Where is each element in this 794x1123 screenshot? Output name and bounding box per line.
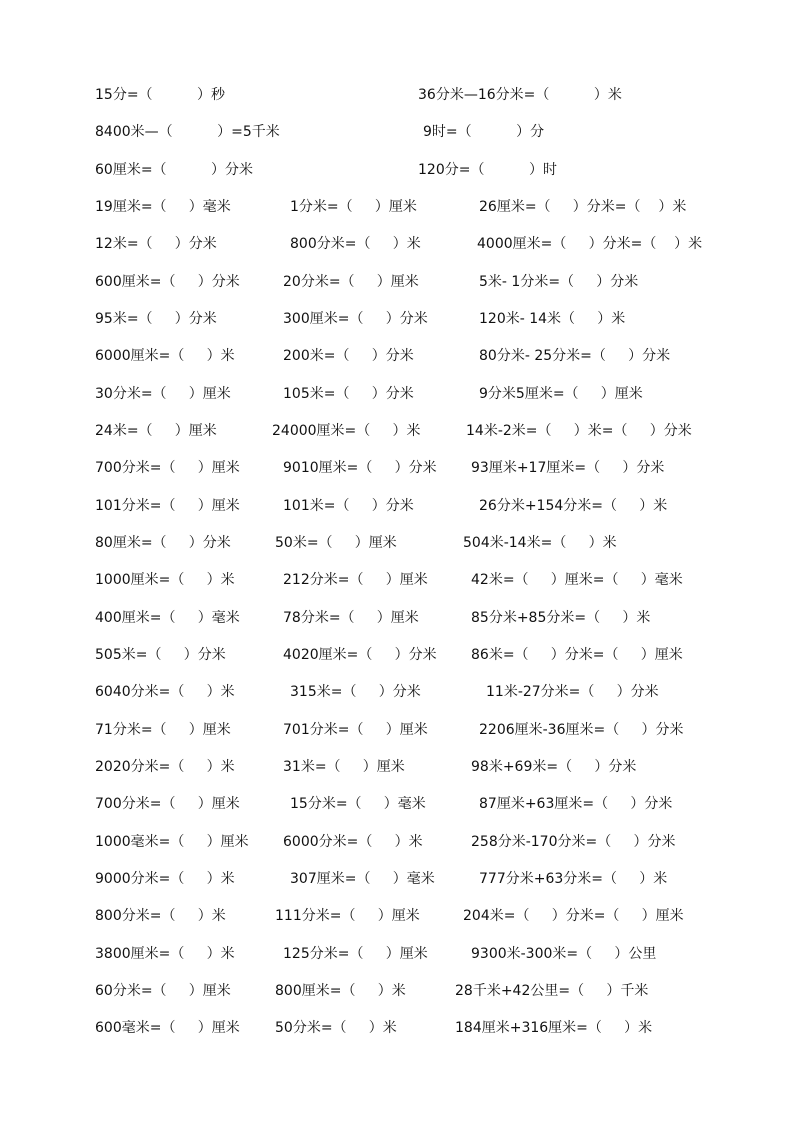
exercise-item: 50米=（ ）厘米 bbox=[275, 535, 397, 551]
exercise-item: 12米=（ ）分米 bbox=[95, 236, 217, 252]
exercise-item: 26分米+154分米=（ ）米 bbox=[479, 498, 668, 514]
exercise-item: 600厘米=（ ）分米 bbox=[95, 274, 240, 290]
exercise-item: 71分米=（ ）厘米 bbox=[95, 722, 231, 738]
exercise-item: 505米=（ ）分米 bbox=[95, 647, 226, 663]
exercise-item: 200米=（ ）分米 bbox=[283, 348, 414, 364]
exercise-item: 15分=（ ）秒 bbox=[95, 87, 226, 103]
exercise-item: 19厘米=（ ）毫米 bbox=[95, 199, 231, 215]
exercise-item: 212分米=（ ）厘米 bbox=[283, 572, 428, 588]
exercise-item: 101分米=（ ）厘米 bbox=[95, 498, 240, 514]
exercise-item: 24米=（ ）厘米 bbox=[95, 423, 217, 439]
exercise-item: 777分米+63分米=（ ）米 bbox=[479, 871, 668, 887]
exercise-item: 80分米- 25分米=（ ）分米 bbox=[479, 348, 671, 364]
exercise-item: 800分米=（ ）米 bbox=[290, 236, 421, 252]
exercise-item: 504米-14米=（ ）米 bbox=[463, 535, 617, 551]
exercise-item: 4000厘米=（ ）分米=（ ）米 bbox=[477, 236, 703, 252]
exercise-item: 9300米-300米=（ ）公里 bbox=[471, 946, 657, 962]
exercise-item: 24000厘米=（ ）米 bbox=[272, 423, 421, 439]
exercise-item: 9000分米=（ ）米 bbox=[95, 871, 235, 887]
exercise-item: 36分米—16分米=（ ）米 bbox=[418, 87, 622, 103]
exercise-item: 9010厘米=（ ）分米 bbox=[283, 460, 437, 476]
exercise-item: 80厘米=（ ）分米 bbox=[95, 535, 231, 551]
exercise-item: 105米=（ ）分米 bbox=[283, 386, 414, 402]
exercise-item: 6040分米=（ ）米 bbox=[95, 684, 235, 700]
exercise-item: 86米=（ ）分米=（ ）厘米 bbox=[471, 647, 683, 663]
exercise-item: 700分米=（ ）厘米 bbox=[95, 460, 240, 476]
exercise-item: 120分=（ ）时 bbox=[418, 162, 557, 178]
exercise-item: 800分米=（ ）米 bbox=[95, 908, 226, 924]
exercise-item: 78分米=（ ）厘米 bbox=[283, 610, 419, 626]
exercise-item: 2206厘米-36厘米=（ ）分米 bbox=[479, 722, 684, 738]
exercise-item: 101米=（ ）分米 bbox=[283, 498, 414, 514]
exercise-item: 20分米=（ ）厘米 bbox=[283, 274, 419, 290]
exercise-item: 600毫米=（ ）厘米 bbox=[95, 1020, 240, 1036]
exercise-item: 701分米=（ ）厘米 bbox=[283, 722, 428, 738]
exercise-item: 60分米=（ ）厘米 bbox=[95, 983, 231, 999]
exercise-item: 14米-2米=（ ）米=（ ）分米 bbox=[466, 423, 692, 439]
exercise-item: 9时=（ ）分 bbox=[423, 124, 545, 140]
exercise-item: 31米=（ ）厘米 bbox=[283, 759, 405, 775]
exercise-item: 87厘米+63厘米=（ ）分米 bbox=[479, 796, 673, 812]
exercise-item: 1000厘米=（ ）米 bbox=[95, 572, 235, 588]
exercise-item: 5米- 1分米=（ ）分米 bbox=[479, 274, 639, 290]
exercise-item: 4020厘米=（ ）分米 bbox=[283, 647, 437, 663]
exercise-item: 8400米—（ ）=5千米 bbox=[95, 124, 280, 140]
exercise-item: 258分米-170分米=（ ）分米 bbox=[471, 834, 676, 850]
exercise-item: 6000分米=（ ）米 bbox=[283, 834, 423, 850]
exercise-item: 50分米=（ ）米 bbox=[275, 1020, 397, 1036]
exercise-item: 800厘米=（ ）米 bbox=[275, 983, 406, 999]
exercise-item: 125分米=（ ）厘米 bbox=[283, 946, 428, 962]
exercise-item: 307厘米=（ ）毫米 bbox=[290, 871, 435, 887]
exercise-item: 120米- 14米（ ）米 bbox=[479, 311, 626, 327]
exercise-item: 15分米=（ ）毫米 bbox=[290, 796, 426, 812]
exercise-item: 315米=（ ）分米 bbox=[290, 684, 421, 700]
exercise-item: 1000毫米=（ ）厘米 bbox=[95, 834, 249, 850]
exercise-item: 111分米=（ ）厘米 bbox=[275, 908, 420, 924]
exercise-item: 9分米5厘米=（ ）厘米 bbox=[479, 386, 643, 402]
exercise-item: 1分米=（ ）厘米 bbox=[290, 199, 417, 215]
exercise-item: 42米=（ ）厘米=（ ）毫米 bbox=[471, 572, 683, 588]
exercise-item: 93厘米+17厘米=（ ）分米 bbox=[471, 460, 665, 476]
exercise-item: 184厘米+316厘米=（ ）米 bbox=[455, 1020, 653, 1036]
exercise-item: 26厘米=（ ）分米=（ ）米 bbox=[479, 199, 687, 215]
exercise-item: 700分米=（ ）厘米 bbox=[95, 796, 240, 812]
exercise-item: 3800厘米=（ ）米 bbox=[95, 946, 235, 962]
exercise-item: 11米-27分米=（ ）分米 bbox=[486, 684, 659, 700]
exercise-item: 95米=（ ）分米 bbox=[95, 311, 217, 327]
exercise-item: 400厘米=（ ）毫米 bbox=[95, 610, 240, 626]
exercise-item: 2020分米=（ ）米 bbox=[95, 759, 235, 775]
exercise-item: 30分米=（ ）厘米 bbox=[95, 386, 231, 402]
exercise-item: 98米+69米=（ ）分米 bbox=[471, 759, 637, 775]
exercise-item: 300厘米=（ ）分米 bbox=[283, 311, 428, 327]
exercise-item: 6000厘米=（ ）米 bbox=[95, 348, 235, 364]
exercise-item: 28千米+42公里=（ ）千米 bbox=[455, 983, 649, 999]
exercise-item: 204米=（ ）分米=（ ）厘米 bbox=[463, 908, 684, 924]
exercise-item: 60厘米=（ ）分米 bbox=[95, 162, 254, 178]
exercise-item: 85分米+85分米=（ ）米 bbox=[471, 610, 651, 626]
